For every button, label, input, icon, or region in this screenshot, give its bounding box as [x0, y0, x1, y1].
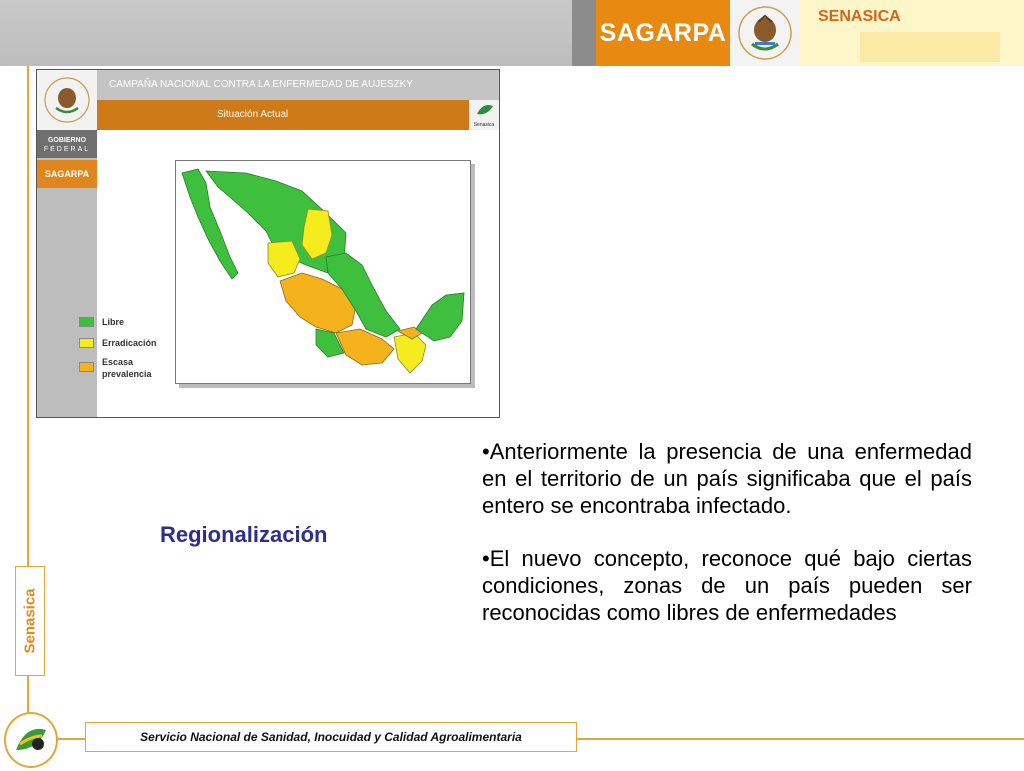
legend-swatch-escasa: [79, 362, 94, 372]
mexico-map: [176, 161, 470, 383]
legend-label: Escasa prevalencia: [102, 357, 152, 379]
slide-gobierno-federal: [37, 130, 97, 158]
legend-swatch-libre: [79, 317, 94, 327]
sagarpa-logo: [596, 0, 730, 66]
footer-text: Servicio Nacional de Sanidad, Inocuidad y Calidad Agroalimentaria: [140, 730, 522, 744]
header-band: [0, 0, 572, 66]
map-region-yellow-chiapas: [394, 333, 426, 373]
side-label-text: Senasica: [21, 588, 39, 654]
page-heading: Regionalización: [160, 522, 328, 547]
senasica-header-panel: [860, 32, 1000, 62]
legend-label: Erradicación: [102, 338, 157, 348]
slide-title: CAMPAÑA NACIONAL CONTRA LA ENFERMEDAD DE AUJESZKY: [97, 70, 499, 100]
senasica-title: SENASICA: [818, 8, 901, 25]
footer-banner: [85, 722, 577, 752]
mexico-map-frame: [175, 160, 471, 384]
eagle-seal-icon: [730, 0, 800, 66]
bullet-item: •El nuevo concepto, reconoce qué bajo ciertas condiciones, zonas de un país pueden ser reconocidas como libres de enfermedades: [482, 546, 972, 625]
senasica-emblem-icon: [6, 714, 56, 766]
slide-senasica-logo: [469, 100, 499, 130]
eagle-seal-icon: [37, 70, 97, 130]
campaign-slide-image: [36, 69, 500, 418]
legend-label: Libre: [102, 317, 125, 327]
slide-sagarpa-label: SAGARPA: [37, 160, 97, 188]
slide-subtitle: Situación Actual: [97, 100, 469, 130]
bullet-item: •Anteriormente la presencia de una enfermedad en el territorio de un país significaba que el país entero se encontraba infectado.: [482, 439, 972, 518]
header-divider: [572, 0, 596, 66]
sagarpa-logo-text: SAGARPA: [599, 18, 727, 47]
map-region-yucatan: [416, 293, 464, 341]
footer-logo: [4, 712, 58, 768]
slide-seal: [37, 70, 97, 130]
leaf-icon: [469, 100, 499, 120]
side-label-box: [15, 566, 45, 676]
legend-swatch-erradicacion: [79, 338, 94, 348]
senasica-header: [800, 0, 1024, 66]
bullet-list: [482, 438, 972, 652]
legend-item: [79, 317, 124, 327]
slide-senasica-logo-text: Senasica: [473, 122, 495, 128]
legend-item: [79, 338, 157, 348]
gobierno-line2: FEDERAL: [43, 146, 91, 153]
gobierno-line1: GOBIERNO: [47, 137, 87, 144]
mexico-seal: [730, 0, 800, 66]
legend-item: [79, 356, 172, 380]
